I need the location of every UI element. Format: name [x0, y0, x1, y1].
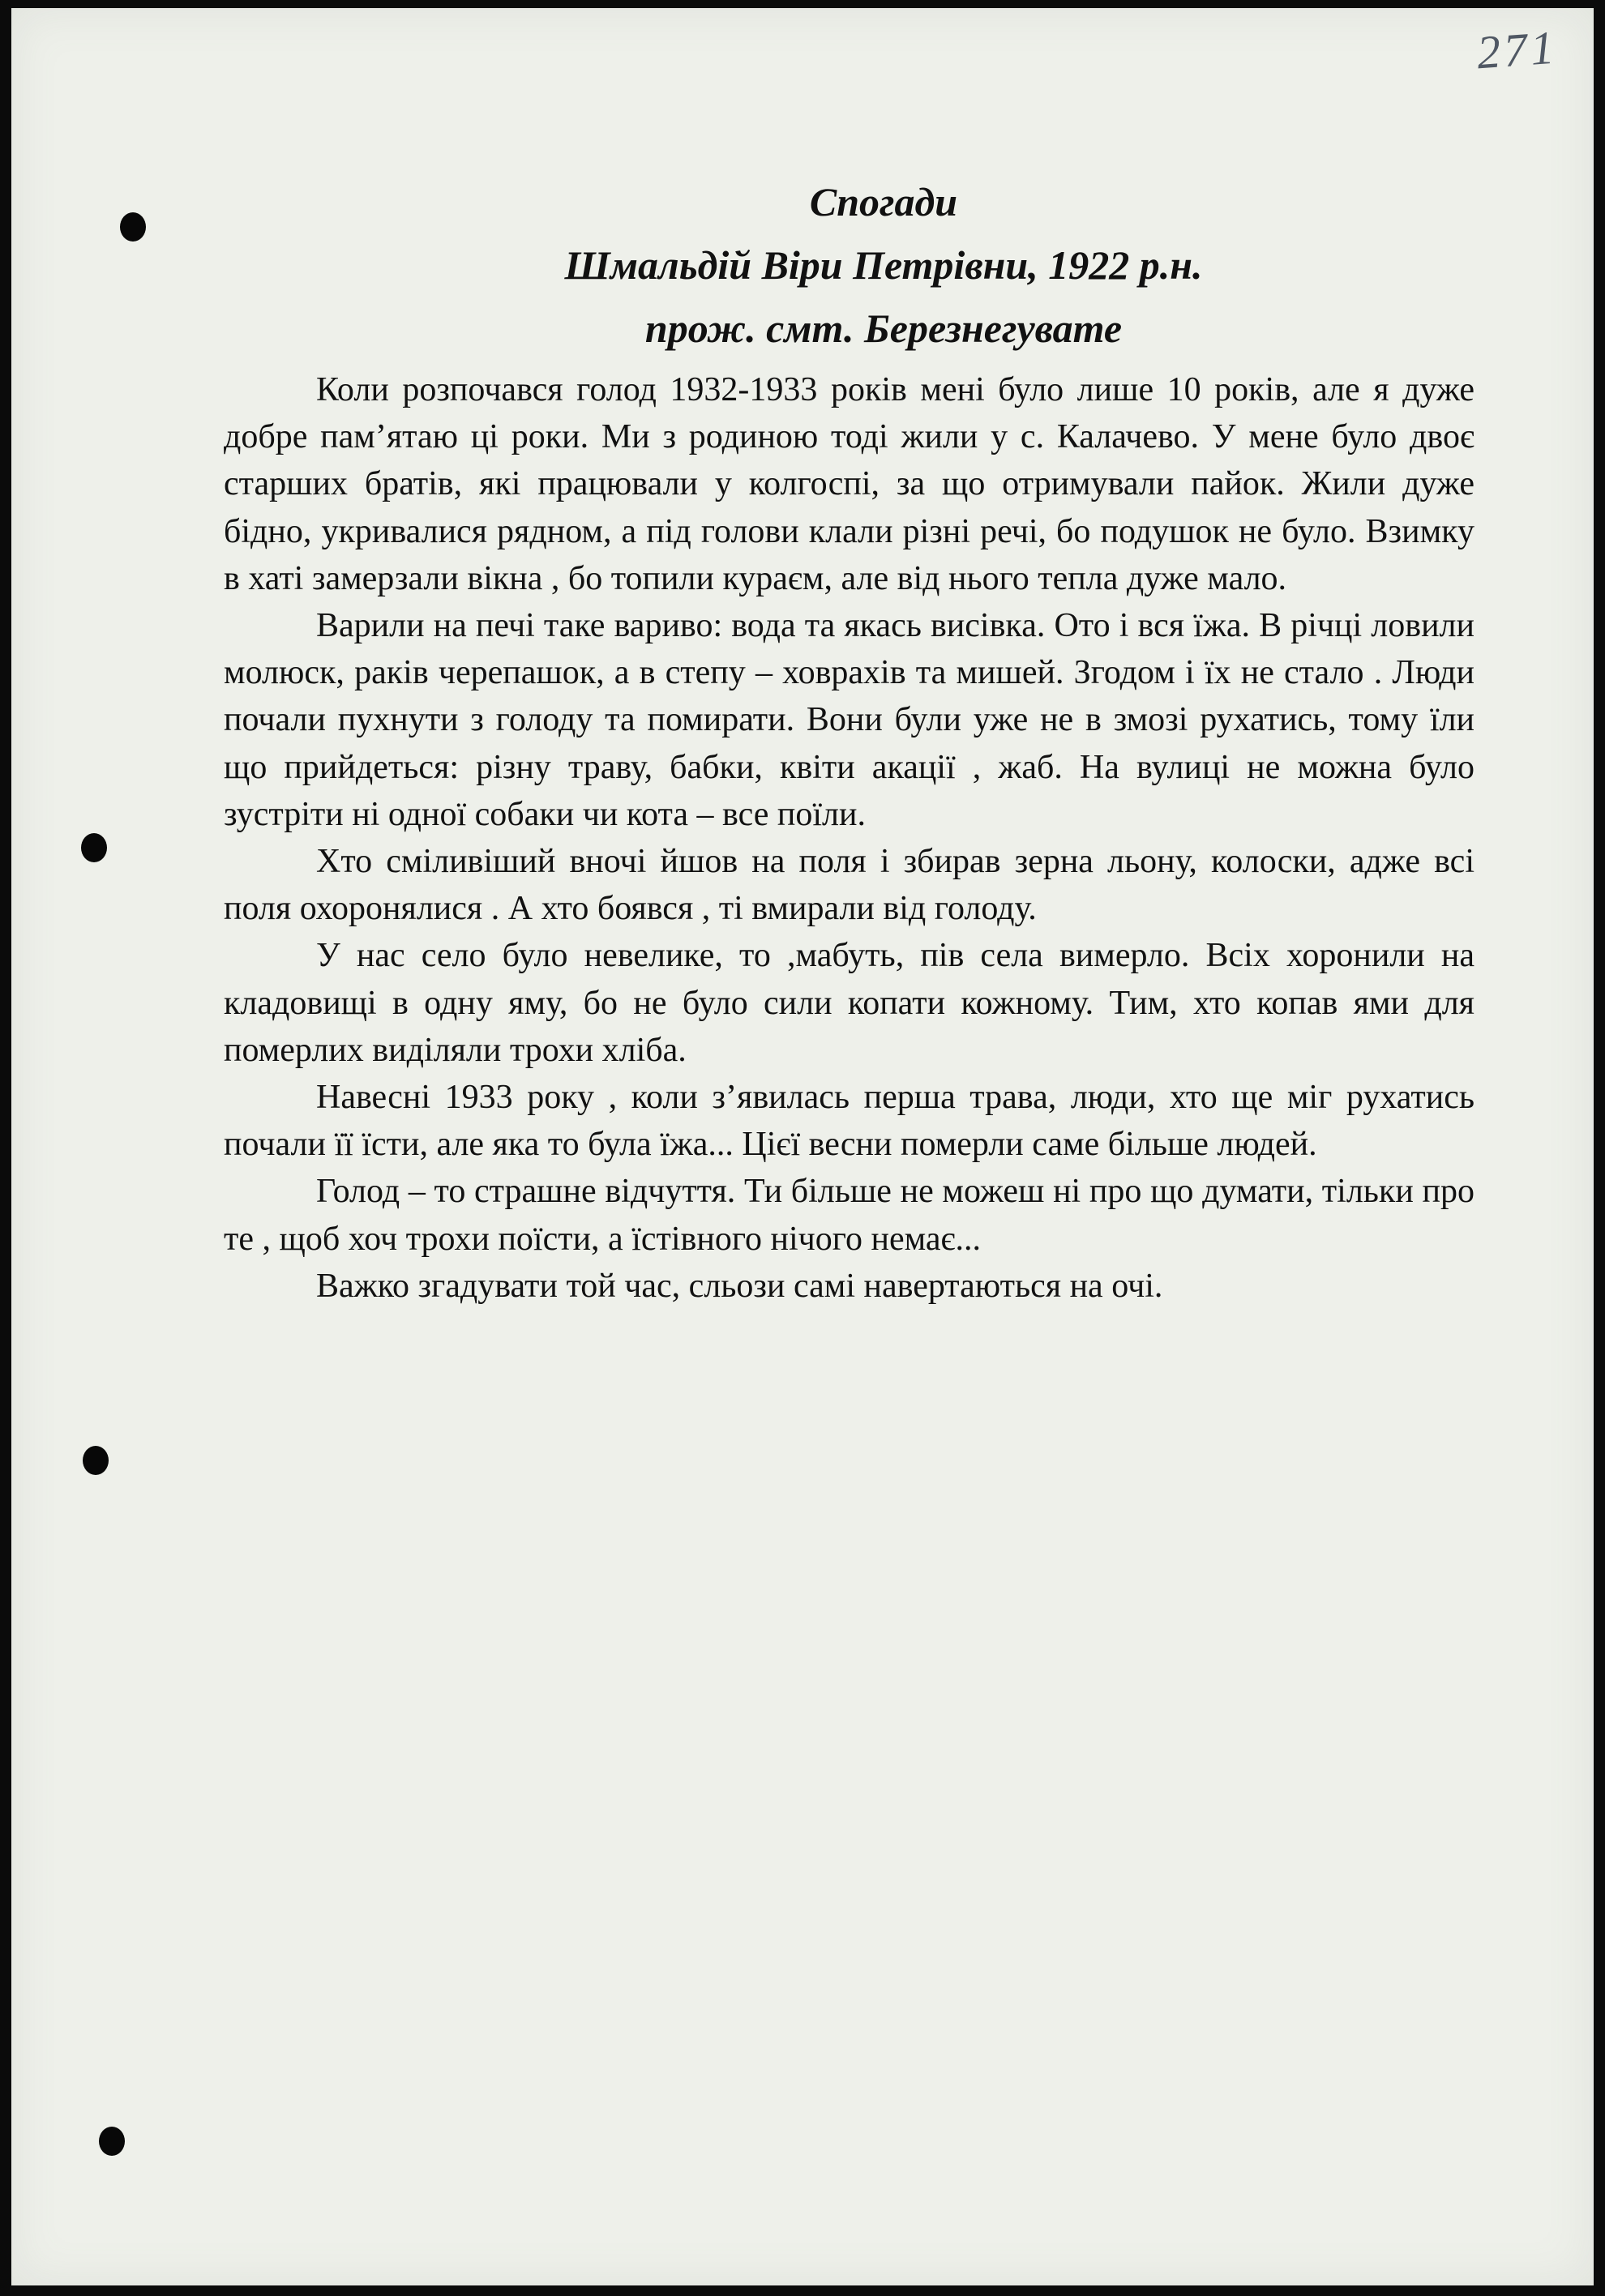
title-line-1: Спогади [809, 179, 958, 224]
handwritten-page-number: 271 [1474, 20, 1560, 79]
paragraph: Варили на печі таке вариво: вода та якась висівка. Ото і вся їжа. В річці ловили молюск, раків черепашок, а в степу – ховрахів та мишей. Згодом і їх не стало . Люди почали пухнути з голоду та помирати. Вони були уже не в змозі рухатись, тому їли що прийдеться: різну траву, бабки, квіти акації , жаб. На вулиці не можна було зустріти ні одної собаки чи кота – все поїли. [224, 607, 1474, 833]
punch-hole [83, 1446, 109, 1475]
punch-hole [99, 2127, 125, 2156]
paragraph: Голод – то страшне відчуття. Ти більше не можеш ні про що думати, тільки про те , щоб хоч трохи поїсти, а їстівного нічого немає... [224, 1173, 1474, 1258]
document-title [0, 170, 1605, 360]
paragraph: У нас село було невелике, то ,мабуть, пів села вимерло. Всіх хоронили на кладовищі в одну яму, бо не було сили копати кожному. Тим, хто копав ями для померлих виділяли трохи хліба. [224, 937, 1474, 1069]
title-line-2: Шмальдій Віри Петрівни, 1922 р.н. [564, 242, 1203, 288]
paragraph: Коли розпочався голод 1932-1933 років мені було лише 10 років, але я дуже добре пам’ятаю ці роки. Ми з родиною тоді жили у с. Калачево. У мене було двоє старших братів, які працювали у колгоспі, за що отримували пайок. Жили дуже бідно, укривалися рядном, а під голови клали різні речі, бо подушок не було. Взимку в хаті замерзали вікна , бо топили кураєм, але від нього тепла дуже мало. [224, 371, 1474, 597]
title-line-3: прож. смт. Березнегувате [644, 306, 1123, 351]
punch-hole [81, 833, 107, 862]
paragraph: Важко згадувати той час, сльози самі навертаються на очі. [316, 1267, 1163, 1305]
memoir-text [224, 366, 1474, 1310]
paragraph: Хто сміливіший вночі йшов на поля і збирав зерна льону, колоски, адже всі поля охоронялися . А хто боявся , ті вмирали від голоду. [224, 843, 1474, 928]
paragraph: Навесні 1933 року , коли з’явилась перша трава, люди, хто ще міг рухатись почали її їсти, але яка то була їжа... Цієї весни померли саме більше людей. [224, 1079, 1474, 1164]
